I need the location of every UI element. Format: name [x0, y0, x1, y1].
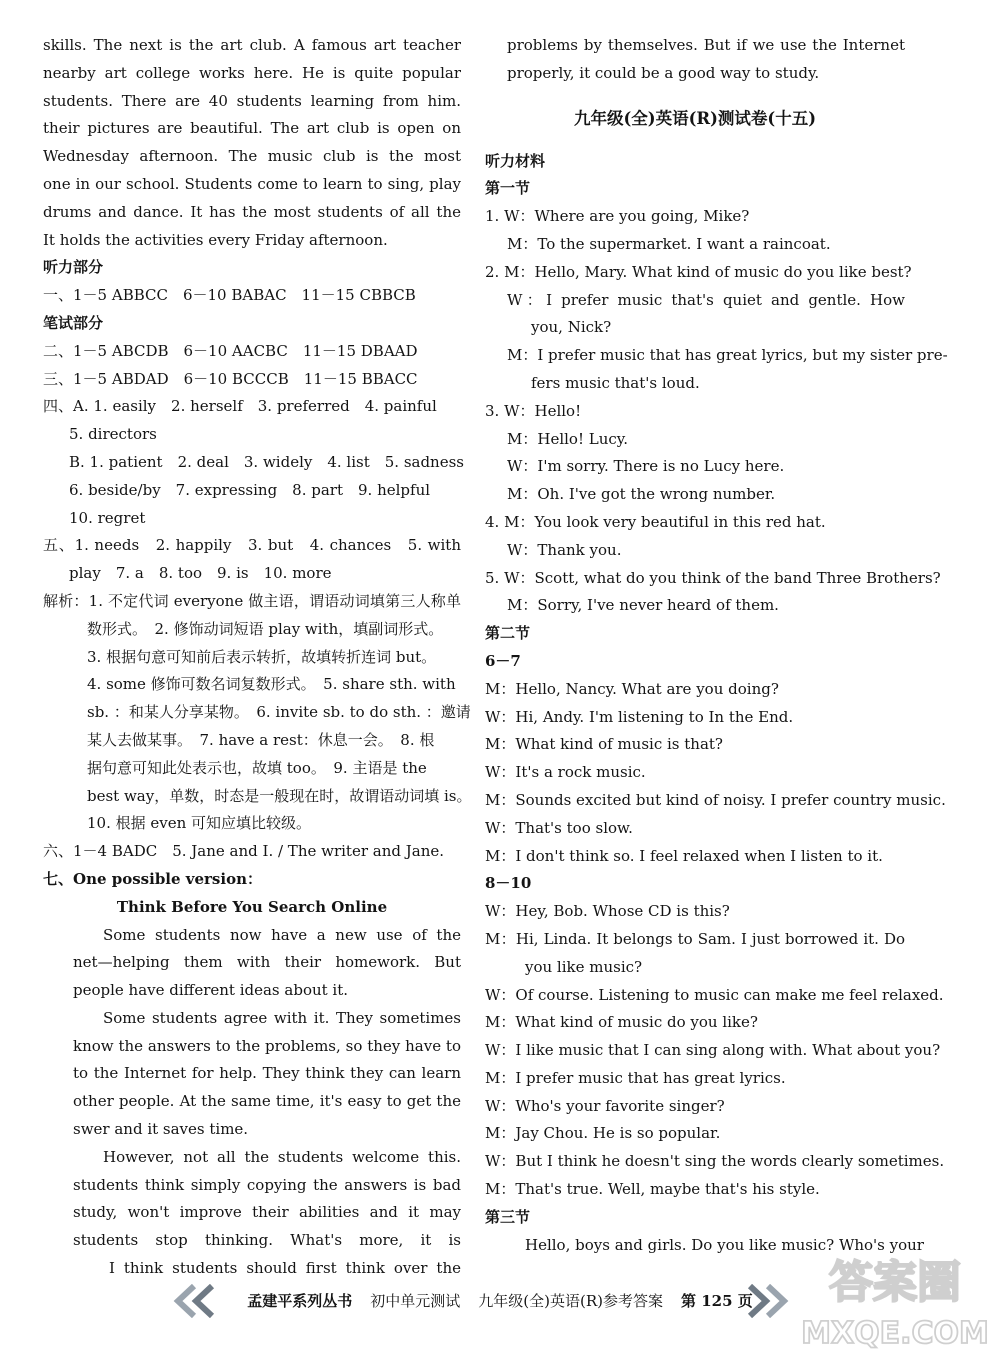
passage-line: skills. The next is the art club. A famous art teacher	[43, 36, 461, 54]
passage-line: students. There are 40 students learning from him.	[43, 91, 461, 110]
passage-line: It holds the activities every Friday afternoon.	[43, 230, 388, 249]
essay-line: know the answers to the problems, so they have to	[73, 1036, 461, 1055]
essay-line: net—helping them with their homework. But	[73, 953, 461, 972]
dialog-line: W：I prefer music that's quiet and gentle. How	[507, 290, 905, 309]
dialog-line: M：What kind of music is that?	[485, 735, 723, 754]
answer-line: 六、1－4 BADC 5. Jane and I. / The writer and Jane.	[43, 842, 445, 861]
page-footer	[180, 1280, 820, 1320]
watermark-url: MXQE.COM	[801, 1316, 989, 1351]
dialog-line: 1. W：Where are you going, Mike?	[485, 207, 750, 226]
dialog-line: W：Of course. Listening to music can make me feel relaxed.	[485, 985, 944, 1004]
written-heading: 笔试部分	[43, 313, 104, 332]
essay-line: I think students should first think over the	[109, 1259, 461, 1278]
passage-line: Wednesday afternoon. The music club is the most	[43, 147, 461, 166]
dialog-line: M：I prefer music that has great lyrics.	[485, 1068, 786, 1087]
dialog-line: W：I'm sorry. There is no Lucy here.	[507, 457, 785, 476]
dialog-line: W：That's too slow.	[485, 818, 633, 837]
dialog-line: 3. W：Hello!	[485, 401, 582, 420]
essay-continued-line: problems by themselves. But if we use the Internet	[507, 36, 905, 54]
explain-line: best way，单数，时态是一般现在时，故谓语动词填 is。	[87, 786, 472, 805]
dialog-line: M：Hi, Linda. It belongs to Sam. I just borrowed it. Do	[485, 929, 905, 948]
essay-line: swer and it saves time.	[73, 1120, 249, 1139]
dialog-line: you like music?	[525, 957, 643, 976]
dialog-line: W：Thank you.	[507, 540, 622, 559]
dialog-section-2	[485, 676, 946, 871]
essay-line: to the Internet for help. They think they can learn	[73, 1064, 461, 1083]
test-title: 九年级(全)英语(R)测试卷(十五)	[573, 108, 817, 128]
dialog-line: W：Hey, Bob. Whose CD is this?	[485, 902, 730, 921]
dialog-section-1	[485, 203, 948, 620]
dialog-line: M：Hello! Lucy.	[507, 429, 629, 448]
essay-line: people have different ideas about it.	[73, 981, 349, 1000]
answer-line: 四、A. 1. easily 2. herself 3. preferred 4. painful	[43, 397, 437, 416]
answer-line: 5. directors	[69, 425, 157, 444]
answer-line: 10. regret	[69, 508, 146, 527]
essay-title: Think Before You Search Online	[116, 897, 388, 916]
book-name: 初中单元测试	[370, 1291, 461, 1310]
explain-line: 数形式。 2. 修饰动词短语 play with，填副词形式。	[87, 619, 444, 638]
watermark-logo	[800, 1245, 990, 1353]
section-heading: 第三节	[485, 1207, 531, 1226]
dialog-line: 4. M：You look very beautiful in this red hat.	[485, 512, 826, 531]
right-column	[485, 32, 948, 1259]
essay-line: Some students now have a new use of the	[103, 925, 461, 944]
dialog-line: M：Sounds excited but kind of noisy. I prefer country music.	[485, 790, 946, 809]
series-name: 孟建平系列丛书	[247, 1291, 353, 1310]
essay-continued-line: properly, it could be a good way to study.	[507, 63, 820, 82]
dialog-line: M：Hello, Nancy. What are you doing?	[485, 679, 779, 698]
dialog-line: W：Who's your favorite singer?	[485, 1096, 725, 1115]
dialog-line: 5. W：Scott, what do you think of the band Three Brothers?	[485, 568, 941, 587]
left-column	[43, 32, 472, 1283]
section-heading: 第一节	[485, 179, 531, 198]
watermark-text: 答案圈	[829, 1257, 961, 1308]
essay-line: students stop thinking. What's more, it is	[73, 1231, 461, 1250]
subject-name: 九年级(全)英语(R)参考答案	[478, 1291, 663, 1310]
dialog-line: M：Oh. I've got the wrong number.	[507, 485, 776, 504]
dialog-line: W：But I think he doesn't sing the words clearly sometimes.	[485, 1152, 945, 1171]
essay	[43, 922, 461, 1283]
dialog-line: M：Sorry, I've never heard of them.	[507, 596, 779, 615]
answer-line: 6. beside/by 7. expressing 8. part 9. helpful	[69, 480, 431, 499]
essay-line: However, not all the students welcome this.	[103, 1147, 461, 1166]
dialog-line: W：It's a rock music.	[485, 763, 646, 782]
passage-line: drums and dance. It has the most students of all the	[43, 202, 461, 221]
essay-line: students think simply copying the answers is bad	[73, 1175, 461, 1194]
dialog-line: you, Nick?	[531, 318, 612, 337]
answer-line: 二、1－5 ABCDB 6－10 AACBC 11－15 DBAAD	[43, 341, 418, 360]
dialog-line: M：That's true. Well, maybe that's his style.	[485, 1180, 820, 1199]
dialog-section-3	[485, 898, 945, 1204]
passage-line: nearby art college works here. He is quite popular	[43, 63, 461, 82]
part-heading: 8－10	[485, 874, 532, 893]
answer-line: 七、One possible version：	[43, 869, 262, 888]
essay-line: study, won't improve their abilities and it may	[73, 1203, 461, 1222]
part-heading: 6－7	[485, 651, 521, 670]
passage-line: one in our school. Students come to learn to sing, play	[43, 174, 461, 193]
dialog-line: M：I don't think so. I feel relaxed when I listen to it.	[485, 846, 883, 865]
dialog-line: W：I like music that I can sing along with. What about you?	[485, 1041, 941, 1060]
listening-heading: 听力部分	[43, 258, 104, 277]
explain-line: 据句意可知此处表示也，故填 too。 9. 主语是 the	[87, 758, 427, 777]
dialog-line: 2. M：Hello, Mary. What kind of music do you like best?	[485, 262, 912, 281]
answer-line: 一、1－5 ABBCC 6－10 BABAC 11－15 CBBCB	[43, 286, 416, 305]
dialog-line: Hello, boys and girls. Do you like music? Who's your	[525, 1235, 924, 1254]
listening-material-heading: 听力材料	[485, 151, 546, 170]
explanation	[43, 588, 472, 838]
explain-line: 4. some 修饰可数名词复数形式。 5. share sth. with	[87, 675, 456, 694]
dialog-line: W：Hi, Andy. I'm listening to In the End.	[485, 707, 794, 726]
chevron-right-icon	[742, 1284, 790, 1318]
explain-line: 解析：1. 不定代词 everyone 做主语，谓语动词填第三人称单	[43, 591, 461, 610]
explain-line: 某人去做某事。 7. have a rest：休息一会。 8. 根	[87, 730, 435, 749]
explain-line: sb. ：和某人分享某物。 6. invite sb. to do sth. ：邀请	[87, 703, 471, 722]
dialog-line: M：What kind of music do you like?	[485, 1013, 758, 1032]
explain-line: 3. 根据句意可知前后表示转折，故填转折连词 but。	[87, 647, 437, 666]
dialog-line: fers music that's loud.	[531, 373, 700, 392]
passage-line: their pictures are beautiful. The art club is open on	[43, 119, 461, 138]
section-heading: 第二节	[485, 624, 531, 643]
answer-line: 三、1－5 ABDAD 6－10 BCCCB 11－15 BBACC	[43, 369, 418, 388]
answer-line: play 7. a 8. too 9. is 10. more	[69, 564, 332, 583]
essay-line: Some students agree with it. They sometimes	[103, 1008, 461, 1027]
answer-line: 五、1. needs 2. happily 3. but 4. chances 5. with	[43, 536, 461, 555]
explain-line: 10. 根据 even 可知应填比较级。	[87, 814, 312, 833]
dialog-line: M：Jay Chou. He is so popular.	[485, 1124, 721, 1143]
dialog-line: M：I prefer music that has great lyrics, but my sister pre-	[507, 346, 948, 365]
answer-line: B. 1. patient 2. deal 3. widely 4. list 5. sadness	[69, 452, 464, 471]
essay-line: other people. At the same time, it's easy to get the	[73, 1092, 461, 1111]
dialog-line: M：To the supermarket. I want a raincoat.	[507, 234, 831, 253]
passage	[43, 32, 461, 254]
page-number: 第 125 页	[680, 1291, 753, 1310]
